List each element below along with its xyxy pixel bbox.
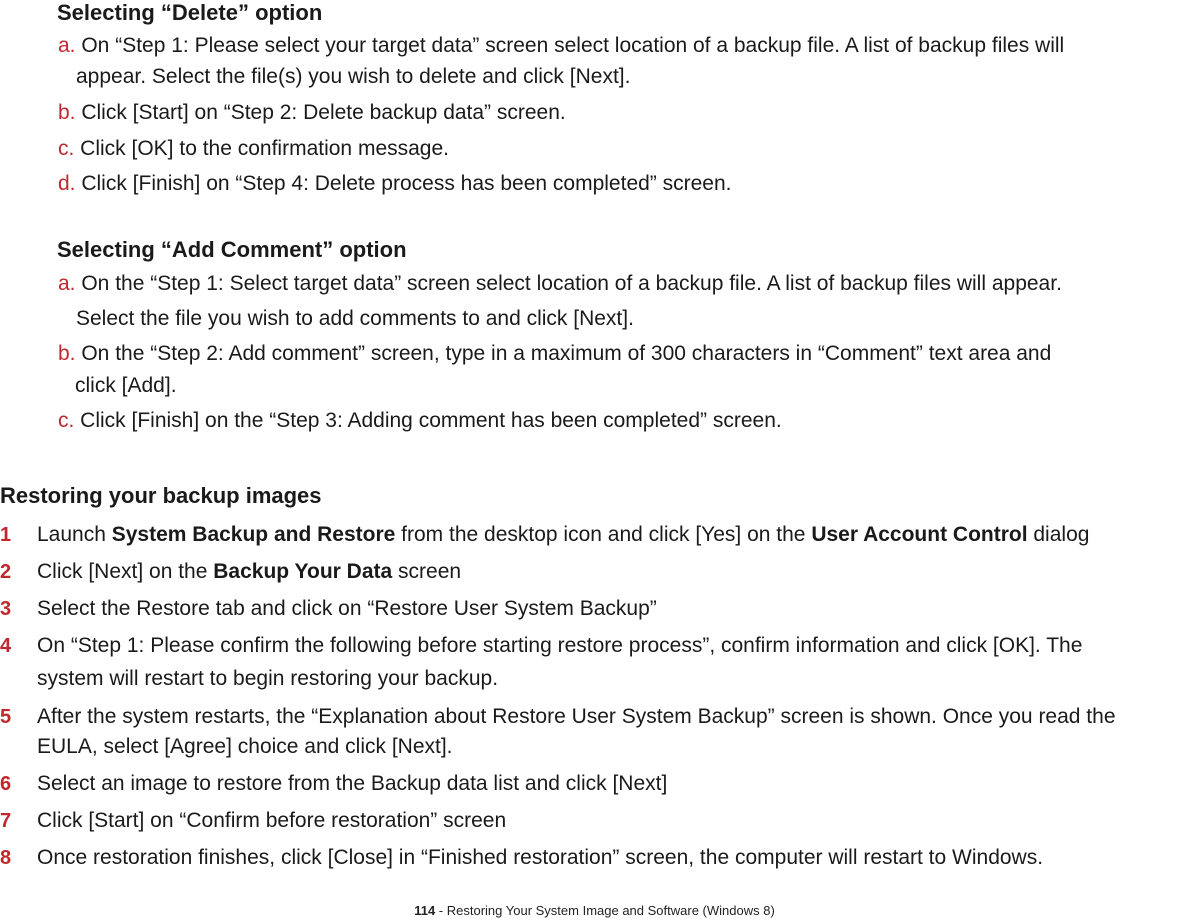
step-text-post: dialog <box>1027 523 1090 546</box>
step-text: On “Step 1: Please confirm the following before starting restore process”, confirm information and click [OK]. The <box>37 634 1083 657</box>
step-text: Select the Restore tab and click on “Restore User System Backup” <box>37 597 657 620</box>
add-comment-option-heading: Selecting “Add Comment” option <box>57 237 407 262</box>
item-text: Click [OK] to the confirmation message. <box>74 137 449 160</box>
step-number: 1 <box>0 524 12 546</box>
step-text-mid: from the desktop icon and click [Yes] on the <box>395 523 812 546</box>
item-letter: c. <box>58 137 75 160</box>
step-number: 2 <box>0 561 12 583</box>
step-text: Once restoration finishes, click [Close] in “Finished restoration” screen, the computer will restart to Windows. <box>37 846 1044 869</box>
item-text: On the “Step 2: Add comment” screen, type in a maximum of 300 characters in “Comment” text area and <box>75 342 1052 365</box>
item-text: Click [Finish] on “Step 4: Delete process has been completed” screen. <box>75 172 732 195</box>
page-footer <box>0 903 1189 919</box>
step-number: 7 <box>0 810 12 832</box>
step-text-pre: Click [Next] on the <box>37 560 214 583</box>
item-letter: c. <box>58 409 75 432</box>
item-text: On the “Step 1: Select target data” screen select location of a backup file. A list of backup files will appear. <box>75 272 1062 295</box>
item-letter: d. <box>58 172 76 195</box>
delete-item-d <box>58 171 732 197</box>
item-letter: b. <box>58 101 76 124</box>
comment-item-b <box>58 341 1051 367</box>
step-number: 6 <box>0 773 12 795</box>
restore-heading: Restoring your backup images <box>0 483 322 508</box>
footer-text: - Restoring Your System Image and Software (Windows 8) <box>435 903 775 918</box>
item-text: Click [Finish] on the “Step 3: Adding comment has been completed” screen. <box>74 409 782 432</box>
comment-item-a-cont: Select the file you wish to add comments to and click [Next]. <box>76 307 634 330</box>
delete-item-a <box>58 33 1064 59</box>
dialog-name: User Account Control <box>811 523 1028 546</box>
comment-item-b-cont: click [Add]. <box>75 374 177 397</box>
delete-option-heading: Selecting “Delete” option <box>57 0 323 25</box>
app-name: System Backup and Restore <box>111 523 396 546</box>
step-text-pre: Launch <box>37 523 112 546</box>
screen-name: Backup Your Data <box>213 560 393 583</box>
step-number: 4 <box>0 635 12 657</box>
step-text-post: screen <box>392 560 462 583</box>
comment-item-c <box>58 408 782 434</box>
item-text: Click [Start] on “Step 2: Delete backup data” screen. <box>75 101 566 124</box>
step-text <box>37 559 461 585</box>
step-number: 8 <box>0 847 12 869</box>
step-text: Click [Start] on “Confirm before restoration” screen <box>37 809 507 832</box>
step-text <box>37 522 1089 548</box>
step-text: Select an image to restore from the Backup data list and click [Next] <box>37 772 668 795</box>
item-letter: a. <box>58 272 76 295</box>
item-letter: b. <box>58 342 76 365</box>
comment-item-a <box>58 271 1062 297</box>
step-text: After the system restarts, the “Explanation about Restore User System Backup” screen is shown. Once you read the <box>37 705 1116 728</box>
delete-item-a-cont: appear. Select the file(s) you wish to delete and click [Next]. <box>76 65 631 88</box>
step-number: 5 <box>0 706 12 728</box>
item-text: On “Step 1: Please select your target data” screen select location of a backup file. A list of backup files will <box>75 34 1065 57</box>
step-number: 3 <box>0 598 12 620</box>
step-text-cont: EULA, select [Agree] choice and click [Next]. <box>37 735 453 758</box>
delete-item-c <box>58 136 449 162</box>
page-number: 114 <box>414 903 436 918</box>
delete-item-b <box>58 100 566 126</box>
item-letter: a. <box>58 34 76 57</box>
step-text-cont: system will restart to begin restoring your backup. <box>37 667 499 690</box>
